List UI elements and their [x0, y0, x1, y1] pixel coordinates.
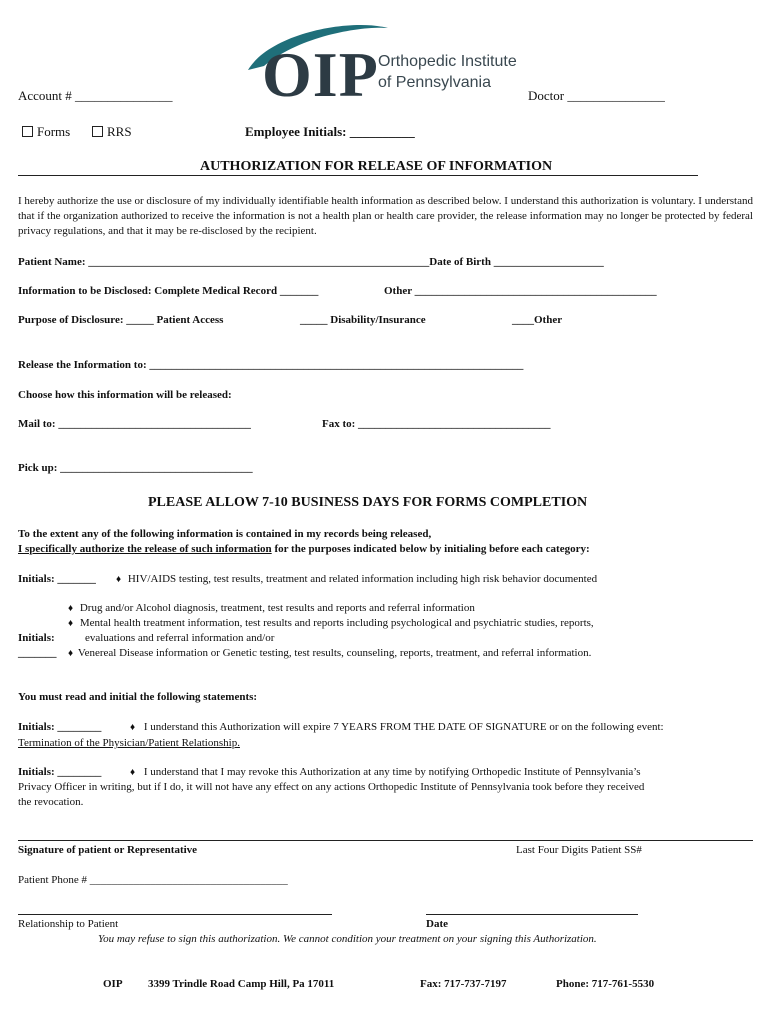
fax-to-field[interactable]: Fax to: ___________________________________ — [322, 418, 551, 430]
date-line — [426, 914, 638, 915]
purpose-other[interactable]: ____Other — [512, 314, 563, 326]
mental-text-continued: evaluations and referral information and/or — [85, 632, 275, 644]
statement1-event: Termination of the Physician/Patient Relationship. — [18, 737, 240, 749]
purpose-patient-access[interactable]: Purpose of Disclosure: _____ Patient Access — [18, 314, 224, 326]
statement2-initials-field[interactable]: Initials: ________ — [18, 766, 102, 778]
refusal-notice: You may refuse to sign this authorization. We cannot condition your treatment on your signing this Authorization. — [98, 933, 597, 945]
logo-name-line2: of Pennsylvania — [378, 74, 491, 91]
diamond-bullet-icon: ♦ — [68, 603, 74, 614]
employee-initials-field[interactable]: Employee Initials: __________ — [245, 124, 415, 139]
patient-name-field[interactable]: Patient Name: ______________________________________________________________Date of Birth ____________________ — [18, 256, 604, 268]
footer-org: OIP — [103, 978, 123, 990]
diamond-bullet-icon: ♦ — [68, 648, 74, 659]
footer-phone: Phone: 717-761-5530 — [556, 978, 655, 990]
processing-notice: PLEASE ALLOW 7-10 BUSINESS DAYS FOR FORMS COMPLETION — [148, 495, 588, 510]
forms-label: Forms — [37, 124, 71, 139]
hiv-initials-field[interactable]: Initials: _______ — [18, 573, 96, 585]
drug-text: Drug and/or Alcohol diagnosis, treatment, test results and reports and referral information — [79, 602, 475, 614]
category-initials-label: Initials: — [18, 632, 55, 644]
rrs-label: RRS — [107, 124, 132, 139]
category-initials-blank[interactable]: _______ — [18, 647, 57, 659]
purpose-disability[interactable]: _____ Disability/Insurance — [300, 314, 426, 326]
logo-mark: OIP — [262, 39, 379, 110]
hiv-item — [116, 573, 597, 585]
extent-underlined: I specifically authorize the release of such information — [18, 543, 272, 555]
date-label[interactable]: Date — [426, 918, 448, 930]
footer-address: 3399 Trindle Road Camp Hill, Pa 17011 — [148, 978, 335, 990]
statement2-text — [130, 766, 641, 778]
statement1-initials-field[interactable]: Initials: ________ — [18, 721, 102, 733]
logo-name-line1: Orthopedic Institute — [378, 53, 517, 70]
rrs-checkbox[interactable] — [92, 126, 103, 137]
diamond-bullet-icon: ♦ — [130, 767, 136, 778]
title-rule — [18, 175, 698, 176]
intro-paragraph: I hereby authorize the use or disclosure of my individually identifiable health information as described below. I understand this authorization is voluntary. I understand that if the organization authorized to receive the information is not a health plan or health care provider, the release information may no longer be protected by federal privacy regulations, and that it may be re-disclosed by the recipient. — [18, 195, 753, 237]
extent-line1: To the extent any of the following information is contained in my records being released, — [18, 528, 432, 540]
forms-checkbox-row[interactable] — [22, 124, 70, 140]
statement1-body: I understand this Authorization will expire 7 YEARS FROM THE DATE OF SIGNATURE or on the following event: — [143, 721, 664, 733]
info-disclosed-field[interactable]: Information to be Disclosed: Complete Medical Record _______ — [18, 285, 319, 297]
ss-label[interactable]: Last Four Digits Patient SS# — [516, 844, 642, 856]
statement2-body: I understand that I may revoke this Authorization at any time by notifying Orthopedic Institute of Pennsylvania’s — [143, 766, 641, 778]
choose-method-label: Choose how this information will be released: — [18, 389, 232, 401]
statements-heading: You must read and initial the following statements: — [18, 691, 258, 703]
diamond-bullet-icon: ♦ — [116, 574, 122, 585]
extent-rest: for the purposes indicated below by initialing before each category: — [271, 543, 590, 555]
account-field[interactable]: Account # _______________ — [18, 88, 173, 103]
relationship-line — [18, 914, 332, 915]
mental-item — [68, 617, 594, 629]
drug-item — [68, 602, 475, 614]
form-title: AUTHORIZATION FOR RELEASE OF INFORMATION — [200, 159, 553, 174]
release-to-field[interactable]: Release the Information to: ____________________________________________________________________ — [18, 359, 524, 371]
oip-logo — [240, 18, 540, 110]
mail-to-field[interactable]: Mail to: ___________________________________ — [18, 418, 251, 430]
signature-label[interactable]: Signature of patient or Representative — [18, 844, 198, 856]
mental-text: Mental health treatment information, test results and reports including psychological and psychiatric studies, reports, — [79, 617, 594, 629]
diamond-bullet-icon: ♦ — [130, 722, 136, 733]
other-field[interactable]: Other ____________________________________________ — [384, 285, 657, 297]
statement2-line2: Privacy Officer in writing, but if I do, it will not have any effect on any actions Orthopedic Institute of Pennsylvania took before they received — [18, 781, 645, 793]
relationship-label[interactable]: Relationship to Patient — [18, 918, 119, 930]
extent-line2 — [18, 543, 590, 555]
venereal-text: Venereal Disease information or Genetic testing, test results, counseling, reports, treatment, and referral information. — [77, 647, 592, 659]
forms-checkbox[interactable] — [22, 126, 33, 137]
hiv-text: HIV/AIDS testing, test results, treatment and related information including high risk behavior documented — [127, 573, 598, 585]
footer-fax: Fax: 717-737-7197 — [420, 978, 507, 990]
pickup-field[interactable]: Pick up: ___________________________________ — [18, 462, 253, 474]
doctor-field[interactable]: Doctor _______________ — [528, 88, 665, 103]
statement2-line3: the revocation. — [18, 796, 84, 808]
diamond-bullet-icon: ♦ — [68, 618, 74, 629]
rrs-checkbox-row[interactable] — [92, 124, 132, 140]
statement1-text — [130, 721, 664, 733]
venereal-item — [68, 647, 591, 659]
signature-rule — [18, 840, 753, 841]
patient-phone-field[interactable]: Patient Phone # ____________________________________ — [18, 874, 288, 886]
